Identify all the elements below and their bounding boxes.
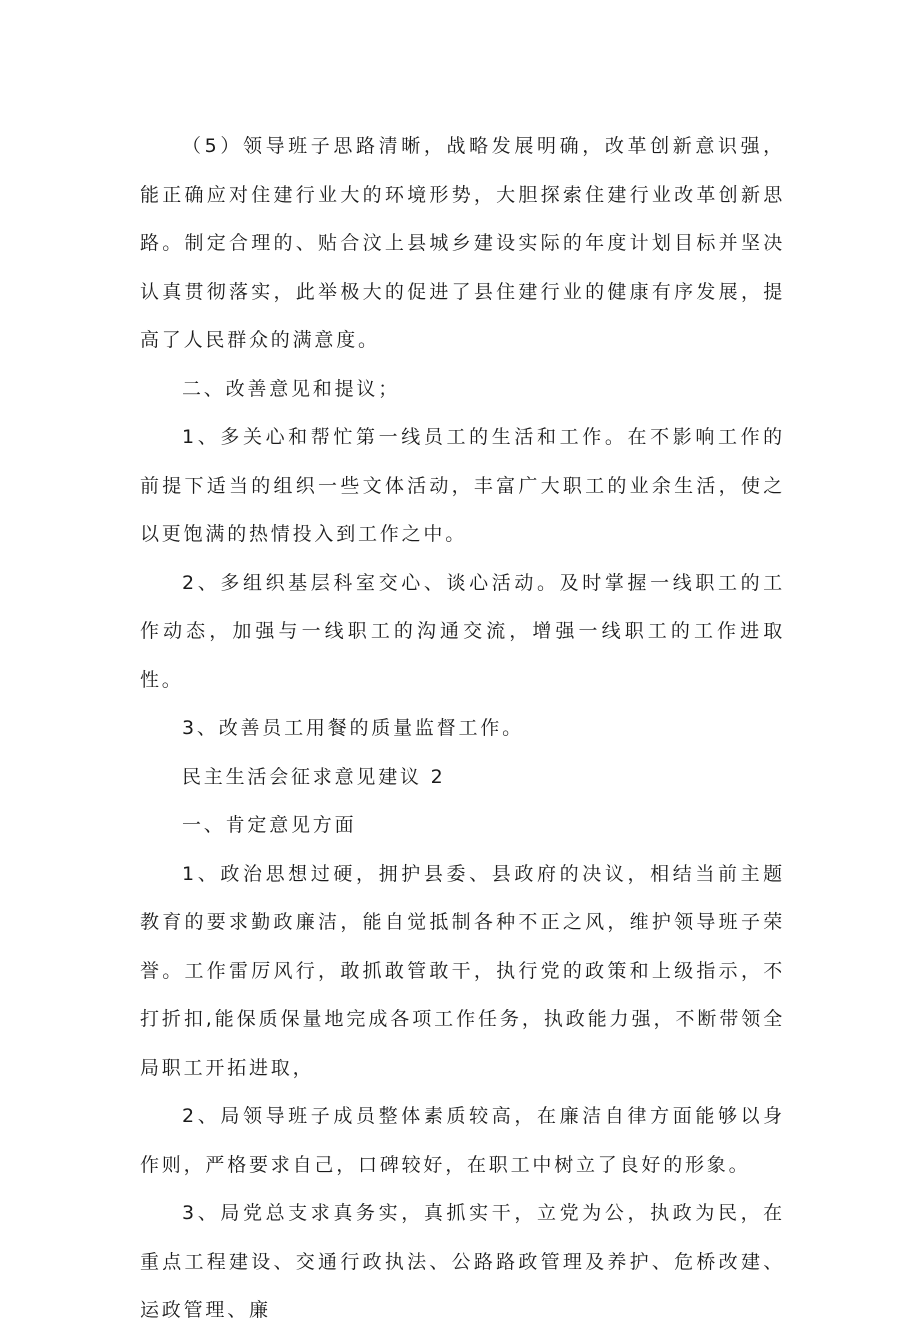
paragraph-leadership-5: （5）领导班子思路清晰，战略发展明确，改革创新意识强，能正确应对住建行业大的环境形势，大胆探索住建行业改革创新思路。制定合理的、贴合汶上县城乡建设实际的年度计划目标并坚决认真贯彻落实，此举极大的促进了县住建行业的健康有序发展，提高了人民群众的满意度。 — [140, 135, 785, 351]
paragraph-suggestion-1: 1、多关心和帮忙第一线员工的生活和工作。在不影响工作的前提下适当的组织一些文体活动，丰富广大职工的业余生活，使之以更饱满的热情投入到工作之中。 — [140, 426, 785, 545]
paragraph-affirm-1: 1、政治思想过硬，拥护县委、县政府的决议，相结当前主题教育的要求勤政廉洁，能自觉抵制各种不正之风，维护领导班子荣誉。工作雷厉风行，敢抓敢管敢干，执行党的政策和上级指示，不打折扣,能保质保量地完成各项工作任务，执政能力强，不断带领全局职工开拓进取， — [140, 862, 785, 1079]
paragraph-affirm-3: 3、局党总支求真务实，真抓实干，立党为公，执政为民，在重点工程建设、交通行政执法、公路路政管理及养护、危桥改建、运政管理、廉 — [140, 1202, 785, 1321]
document-body — [140, 122, 785, 1335]
paragraph-affirm-2: 2、局领导班子成员整体素质较高，在廉洁自律方面能够以身作则，严格要求自己，口碑较好，在职工中树立了良好的形象。 — [140, 1105, 785, 1176]
paragraph-suggestion-3: 3、改善员工用餐的质量监督工作。 — [182, 717, 524, 739]
document-title-2: 民主生活会征求意见建议 2 — [182, 765, 446, 788]
section-heading-suggestions: 二、改善意见和提议； — [182, 377, 401, 400]
section-heading-affirmative: 一、肯定意见方面 — [182, 814, 357, 836]
paragraph-suggestion-2: 2、多组织基层科室交心、谈心活动。及时掌握一线职工的工作动态，加强与一线职工的沟通交流，增强一线职工的工作进取性。 — [140, 571, 785, 691]
